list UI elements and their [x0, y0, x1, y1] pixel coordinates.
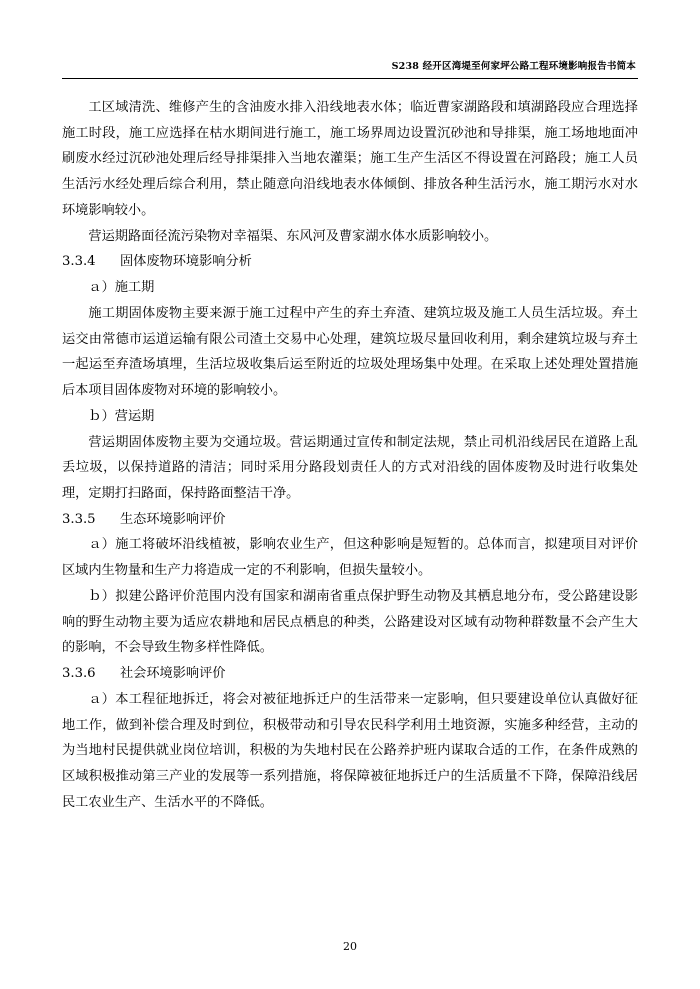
section-heading	[62, 507, 638, 533]
page-header: S238 经开区湾堤至何家坪公路工程环境影响报告书简本	[391, 61, 636, 72]
page-number: 20	[343, 940, 357, 953]
section-number: 3.3.4	[62, 254, 96, 270]
paragraph: 施工期固体废物主要来源于施工过程中产生的弃土弃渣、建筑垃圾及施工人员生活垃圾。弃土运交由常德市运道运输有限公司渣土交易中心处理，建筑垃圾尽量回收利用，剩余建筑垃圾与弃土一起运至弃渣场填埋，生活垃圾收集后运至附近的垃圾处理场集中处理。在采取上述处理处置措施后本项目固体废物对环境的影响较小。	[62, 305, 638, 399]
sub-label: ｂ）营运期	[88, 408, 155, 424]
paragraph: ｂ）拟建公路评价范围内没有国家和湖南省重点保护野生动物及其栖息地分布，受公路建设影响的野生动物主要为适应农耕地和居民点栖息的种类，公路建设对区域有动物种群数量不会产生大的影响，不会导致生物多样性降低。	[62, 588, 638, 656]
section-number: 3.3.6	[62, 666, 96, 682]
section-title: 生态环境影响评价	[120, 511, 226, 527]
document-body	[62, 95, 638, 816]
paragraph: 营运期路面径流污染物对幸福渠、东风河及曹家湖水体水质影响较小。	[88, 228, 498, 244]
section-title: 固体废物环境影响分析	[120, 254, 252, 270]
paragraph: ａ）本工程征地拆迁，将会对被征地拆迁户的生活带来一定影响，但只要建设单位认真做好征地工作，做到补偿合理及时到位，积极带动和引导农民科学利用土地资源，实施多种经营，主动的为当地村民提供就业岗位培训，积极的为失地村民在公路养护班内谋取合适的工作，在条件成熟的区域积极推动第三产业的发展等一系列措施，将保障被征地拆迁户的生活质量不下降，保障沿线居民工农业生产、生活水平的不降低。	[62, 691, 638, 810]
paragraph: ａ）施工将破坏沿线植被，影响农业生产，但这种影响是短暂的。总体而言，拟建项目对评价区域内生物量和生产力将造成一定的不利影响，但损失量较小。	[62, 537, 638, 579]
header-divider	[62, 78, 638, 79]
section-number: 3.3.5	[62, 511, 96, 527]
section-title: 社会环境影响评价	[120, 666, 226, 682]
sub-label: ａ）施工期	[88, 280, 155, 296]
section-heading	[62, 661, 638, 687]
paragraph: 营运期固体废物主要为交通垃圾。营运期通过宣传和制定法规，禁止司机沿线居民在道路上乱丢垃圾，以保持道路的清洁；同时采用分路段划责任人的方式对沿线的固体废物及时进行收集处理，定期打扫路面，保持路面整洁干净。	[62, 434, 638, 502]
paragraph: 工区域清洗、维修产生的含油废水排入沿线地表水体；临近曹家湖路段和填湖路段应合理选择施工时段，施工应选择在枯水期间进行施工，施工场界周边设置沉砂池和导排渠，施工场地地面冲刷废水经过沉砂池处理后经导排渠排入当地农灌渠；施工生产生活区不得设置在河路段；施工人员生活污水经处理后综合利用，禁止随意向沿线地表水体倾倒、排放各种生活污水，施工期污水对水环境影响较小。	[62, 100, 638, 218]
section-heading	[62, 249, 638, 275]
